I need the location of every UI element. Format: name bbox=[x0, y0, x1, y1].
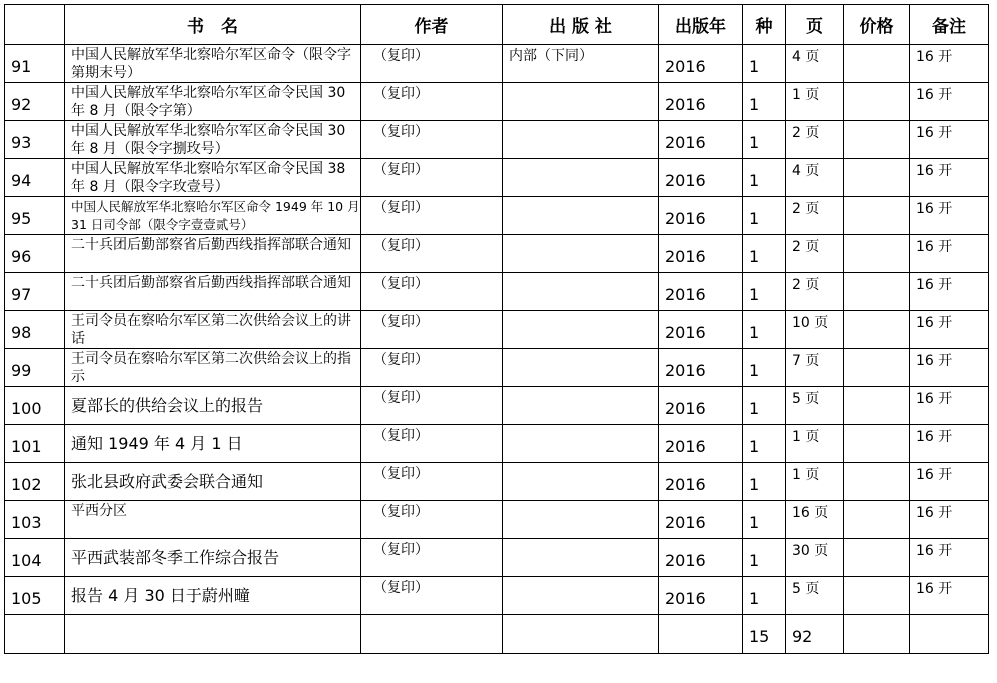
row-publisher bbox=[503, 577, 659, 615]
row-title: 王司令员在察哈尔军区第二次供给会议上的讲话 bbox=[65, 311, 361, 349]
row-number: 101 bbox=[5, 425, 65, 463]
row-number: 105 bbox=[5, 577, 65, 615]
row-publisher bbox=[503, 425, 659, 463]
header-title: 书 名 bbox=[65, 5, 361, 45]
row-kind: 1 bbox=[743, 387, 786, 425]
total-year-cell bbox=[659, 615, 743, 654]
row-number: 91 bbox=[5, 45, 65, 83]
row-price bbox=[844, 159, 910, 197]
row-title: 中国人民解放军华北察哈尔军区命令民国 30 年 8 月（限令字第） bbox=[65, 83, 361, 121]
row-pages: 1 页 bbox=[786, 425, 844, 463]
row-number: 103 bbox=[5, 501, 65, 539]
table-row bbox=[5, 501, 989, 539]
row-note: 16 开 bbox=[910, 539, 989, 577]
row-note: 16 开 bbox=[910, 121, 989, 159]
row-price bbox=[844, 501, 910, 539]
row-year: 2016 bbox=[659, 235, 743, 273]
row-note: 16 开 bbox=[910, 463, 989, 501]
row-year: 2016 bbox=[659, 311, 743, 349]
row-author: （复印） bbox=[361, 311, 503, 349]
row-number: 104 bbox=[5, 539, 65, 577]
row-number: 95 bbox=[5, 197, 65, 235]
row-price bbox=[844, 273, 910, 311]
row-author: （复印） bbox=[361, 159, 503, 197]
row-publisher bbox=[503, 501, 659, 539]
row-kind: 1 bbox=[743, 83, 786, 121]
row-title: 平西武装部冬季工作综合报告 bbox=[65, 539, 361, 577]
row-publisher bbox=[503, 273, 659, 311]
row-price bbox=[844, 425, 910, 463]
row-year: 2016 bbox=[659, 121, 743, 159]
row-year: 2016 bbox=[659, 387, 743, 425]
row-author: （复印） bbox=[361, 45, 503, 83]
row-author: （复印） bbox=[361, 539, 503, 577]
row-year: 2016 bbox=[659, 83, 743, 121]
row-pages: 2 页 bbox=[786, 235, 844, 273]
table-row bbox=[5, 425, 989, 463]
row-number: 93 bbox=[5, 121, 65, 159]
row-title: 夏部长的供给会议上的报告 bbox=[65, 387, 361, 425]
row-price bbox=[844, 463, 910, 501]
table-row bbox=[5, 121, 989, 159]
table-row bbox=[5, 45, 989, 83]
header-number bbox=[5, 5, 65, 45]
row-note: 16 开 bbox=[910, 425, 989, 463]
row-author: （复印） bbox=[361, 349, 503, 387]
row-year: 2016 bbox=[659, 159, 743, 197]
total-row bbox=[5, 615, 989, 654]
row-publisher bbox=[503, 463, 659, 501]
book-list-table bbox=[4, 4, 989, 654]
row-kind: 1 bbox=[743, 425, 786, 463]
row-number: 94 bbox=[5, 159, 65, 197]
header-price: 价格 bbox=[844, 5, 910, 45]
row-price bbox=[844, 83, 910, 121]
header-row bbox=[5, 5, 989, 45]
row-price bbox=[844, 197, 910, 235]
row-author: （复印） bbox=[361, 121, 503, 159]
row-author: （复印） bbox=[361, 387, 503, 425]
row-title: 平西分区 bbox=[65, 501, 361, 539]
row-title: 中国人民解放军华北察哈尔军区命令（限令字第期末号） bbox=[65, 45, 361, 83]
header-author: 作者 bbox=[361, 5, 503, 45]
row-year: 2016 bbox=[659, 273, 743, 311]
total-number-cell bbox=[5, 615, 65, 654]
row-year: 2016 bbox=[659, 539, 743, 577]
row-kind: 1 bbox=[743, 463, 786, 501]
row-kind: 1 bbox=[743, 159, 786, 197]
header-year: 出版年 bbox=[659, 5, 743, 45]
total-title-cell bbox=[65, 615, 361, 654]
row-title: 通知 1949 年 4 月 1 日 bbox=[65, 425, 361, 463]
row-kind: 1 bbox=[743, 311, 786, 349]
row-note: 16 开 bbox=[910, 197, 989, 235]
row-note: 16 开 bbox=[910, 387, 989, 425]
row-note: 16 开 bbox=[910, 577, 989, 615]
row-year: 2016 bbox=[659, 425, 743, 463]
row-kind: 1 bbox=[743, 273, 786, 311]
row-kind: 1 bbox=[743, 539, 786, 577]
row-year: 2016 bbox=[659, 463, 743, 501]
row-price bbox=[844, 311, 910, 349]
row-number: 99 bbox=[5, 349, 65, 387]
row-price bbox=[844, 349, 910, 387]
row-publisher bbox=[503, 235, 659, 273]
row-pages: 30 页 bbox=[786, 539, 844, 577]
row-publisher bbox=[503, 83, 659, 121]
row-year: 2016 bbox=[659, 349, 743, 387]
row-title: 中国人民解放军华北察哈尔军区命令民国 30 年 8 月（限令字捌玫号） bbox=[65, 121, 361, 159]
row-year: 2016 bbox=[659, 501, 743, 539]
row-number: 100 bbox=[5, 387, 65, 425]
row-note: 16 开 bbox=[910, 311, 989, 349]
table-row bbox=[5, 539, 989, 577]
table-row bbox=[5, 311, 989, 349]
row-author: （复印） bbox=[361, 83, 503, 121]
row-price bbox=[844, 235, 910, 273]
row-publisher bbox=[503, 197, 659, 235]
row-note: 16 开 bbox=[910, 83, 989, 121]
table-row bbox=[5, 463, 989, 501]
row-pages: 1 页 bbox=[786, 83, 844, 121]
row-note: 16 开 bbox=[910, 159, 989, 197]
row-year: 2016 bbox=[659, 577, 743, 615]
row-publisher: 内部（下同） bbox=[503, 45, 659, 83]
row-publisher bbox=[503, 387, 659, 425]
table-row bbox=[5, 197, 989, 235]
table-row bbox=[5, 235, 989, 273]
row-pages: 2 页 bbox=[786, 273, 844, 311]
row-number: 96 bbox=[5, 235, 65, 273]
table-row bbox=[5, 273, 989, 311]
row-price bbox=[844, 45, 910, 83]
row-author: （复印） bbox=[361, 577, 503, 615]
row-year: 2016 bbox=[659, 45, 743, 83]
row-publisher bbox=[503, 311, 659, 349]
row-author: （复印） bbox=[361, 273, 503, 311]
table-row bbox=[5, 159, 989, 197]
row-price bbox=[844, 387, 910, 425]
table-body bbox=[5, 45, 989, 615]
row-number: 92 bbox=[5, 83, 65, 121]
row-kind: 1 bbox=[743, 45, 786, 83]
row-publisher bbox=[503, 349, 659, 387]
header-kind: 种 bbox=[743, 5, 786, 45]
row-note: 16 开 bbox=[910, 45, 989, 83]
row-pages: 2 页 bbox=[786, 197, 844, 235]
total-publisher-cell bbox=[503, 615, 659, 654]
row-kind: 1 bbox=[743, 235, 786, 273]
row-author: （复印） bbox=[361, 463, 503, 501]
row-title: 二十兵团后勤部察省后勤西线指挥部联合通知 bbox=[65, 273, 361, 311]
total-price-cell bbox=[844, 615, 910, 654]
row-title: 报告 4 月 30 日于蔚州疃 bbox=[65, 577, 361, 615]
row-pages: 1 页 bbox=[786, 463, 844, 501]
header-publisher: 出 版 社 bbox=[503, 5, 659, 45]
row-kind: 1 bbox=[743, 121, 786, 159]
header-pages: 页 bbox=[786, 5, 844, 45]
total-author-cell bbox=[361, 615, 503, 654]
row-note: 16 开 bbox=[910, 501, 989, 539]
row-price bbox=[844, 121, 910, 159]
row-pages: 10 页 bbox=[786, 311, 844, 349]
table-row bbox=[5, 349, 989, 387]
row-pages: 16 页 bbox=[786, 501, 844, 539]
row-author: （复印） bbox=[361, 425, 503, 463]
row-note: 16 开 bbox=[910, 273, 989, 311]
row-year: 2016 bbox=[659, 197, 743, 235]
total-kind: 15 bbox=[743, 615, 786, 654]
row-pages: 4 页 bbox=[786, 45, 844, 83]
row-pages: 2 页 bbox=[786, 121, 844, 159]
row-kind: 1 bbox=[743, 577, 786, 615]
row-price bbox=[844, 577, 910, 615]
row-publisher bbox=[503, 539, 659, 577]
row-number: 102 bbox=[5, 463, 65, 501]
table-row bbox=[5, 83, 989, 121]
row-price bbox=[844, 539, 910, 577]
row-title: 中国人民解放军华北察哈尔军区命令民国 38 年 8 月（限令字玫壹号） bbox=[65, 159, 361, 197]
table-row bbox=[5, 577, 989, 615]
row-title: 二十兵团后勤部察省后勤西线指挥部联合通知 bbox=[65, 235, 361, 273]
row-title: 张北县政府武委会联合通知 bbox=[65, 463, 361, 501]
row-publisher bbox=[503, 121, 659, 159]
row-note: 16 开 bbox=[910, 349, 989, 387]
row-title: 王司令员在察哈尔军区第二次供给会议上的指示 bbox=[65, 349, 361, 387]
row-kind: 1 bbox=[743, 501, 786, 539]
row-kind: 1 bbox=[743, 197, 786, 235]
row-author: （复印） bbox=[361, 235, 503, 273]
table-row bbox=[5, 387, 989, 425]
row-kind: 1 bbox=[743, 349, 786, 387]
row-author: （复印） bbox=[361, 197, 503, 235]
row-publisher bbox=[503, 159, 659, 197]
row-pages: 7 页 bbox=[786, 349, 844, 387]
row-pages: 5 页 bbox=[786, 577, 844, 615]
row-author: （复印） bbox=[361, 501, 503, 539]
row-number: 98 bbox=[5, 311, 65, 349]
total-note-cell bbox=[910, 615, 989, 654]
header-note: 备注 bbox=[910, 5, 989, 45]
row-note: 16 开 bbox=[910, 235, 989, 273]
row-pages: 4 页 bbox=[786, 159, 844, 197]
row-title: 中国人民解放军华北察哈尔军区命令 1949 年 10 月 31 日司令部（限令字壹壹贰号） bbox=[65, 197, 361, 235]
total-pages: 92 bbox=[786, 615, 844, 654]
row-number: 97 bbox=[5, 273, 65, 311]
row-pages: 5 页 bbox=[786, 387, 844, 425]
